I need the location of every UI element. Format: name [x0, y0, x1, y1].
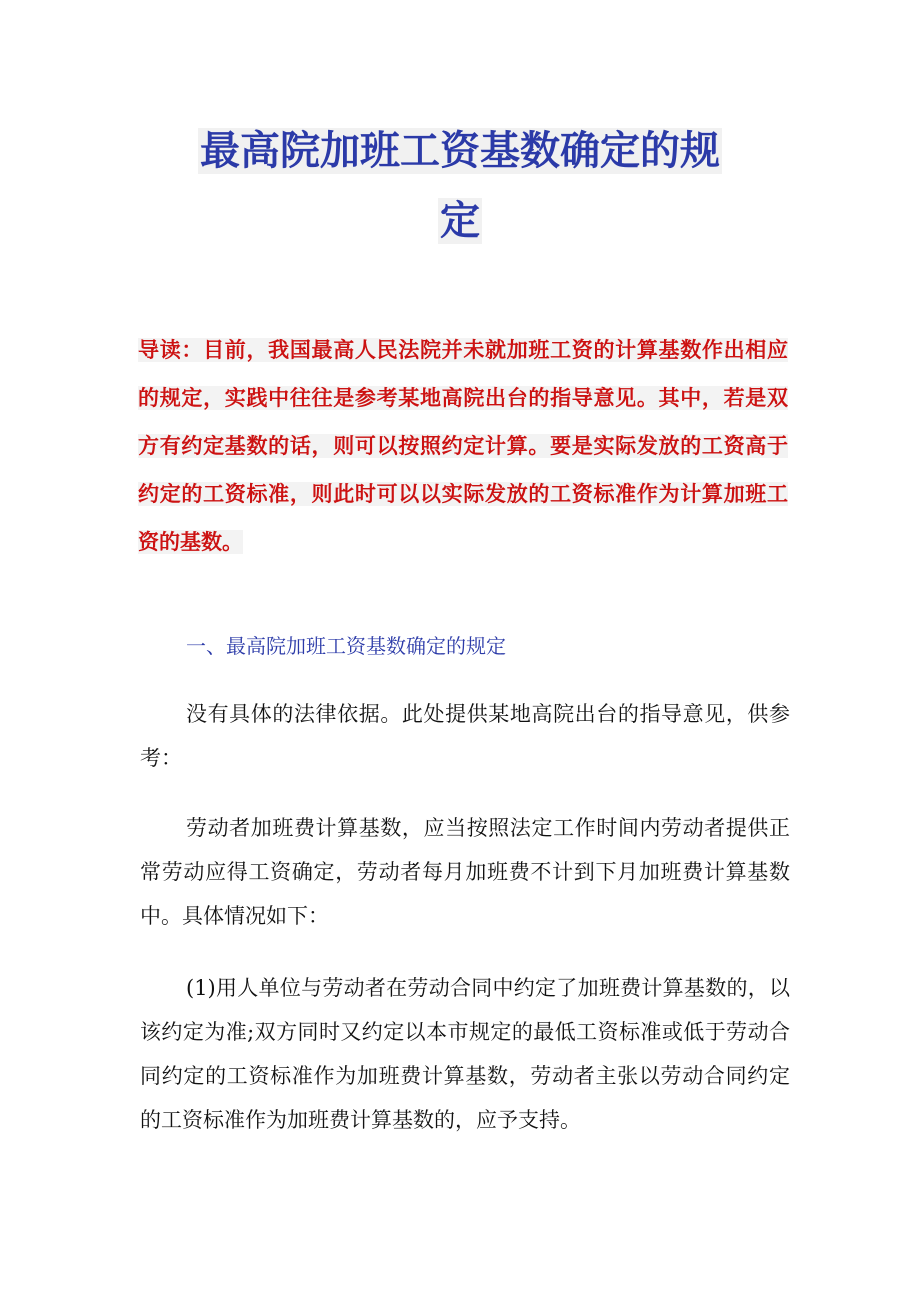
section-heading: 一、最高院加班工资基数确定的规定 [186, 634, 506, 658]
document-title [140, 116, 780, 256]
body-paragraph-1: 没有具体的法律依据。此处提供某地高院出台的指导意见，供参考： [140, 702, 790, 770]
title-line-2: 定 [440, 198, 480, 244]
body-paragraph-2: 劳动者加班费计算基数，应当按照法定工作时间内劳动者提供正常劳动应得工资确定，劳动者每月加班费不计到下月加班费计算基数中。具体情况如下： [140, 816, 790, 928]
intro-text: 导读：目前，我国最高人民法院并未就加班工资的计算基数作出相应的规定，实践中往往是参考某地高院出台的指导意见。其中，若是双方有约定基数的话，则可以按照约定计算。要是实际发放的工资高于约定的工资标准，则此时可以以实际发放的工资标准作为计算加班工资的基数。 [138, 338, 788, 554]
intro-block [138, 326, 788, 566]
title-line-1: 最高院加班工资基数确定的规 [200, 128, 720, 174]
body-paragraph-3: (1)用人单位与劳动者在劳动合同中约定了加班费计算基数的，以该约定为准;双方同时又约定以本市规定的最低工资标准或低于劳动合同约定的工资标准作为加班费计算基数，劳动者主张以劳动合同约定的工资标准作为加班费计算基数的，应予支持。 [140, 976, 790, 1132]
